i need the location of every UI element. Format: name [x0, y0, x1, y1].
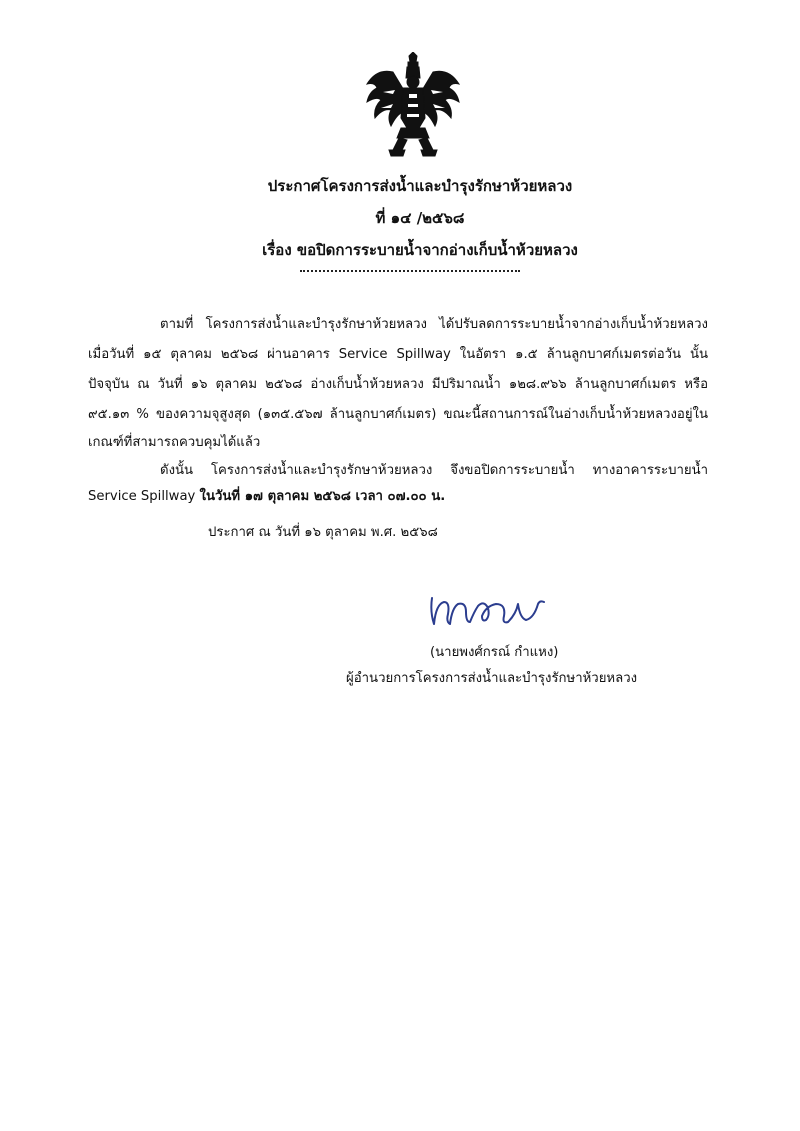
signature-image — [422, 590, 550, 632]
paragraph-2-line-1: ดังนั้น โครงการส่งน้ำและบำรุงรักษาห้วยหลวง จึงขอปิดการระบายน้ำ ทางอาคารระบายน้ำ — [160, 463, 708, 478]
announcement-date: ประกาศ ณ วันที่ ๑๖ ตุลาคม พ.ศ. ๒๕๖๘ — [208, 525, 438, 540]
signer-position: ผู้อำนวยการโครงการส่งน้ำและบำรุงรักษาห้วยหลวง — [346, 671, 638, 686]
title-divider — [300, 270, 520, 272]
paragraph-1-line-2: เมื่อวันที่ ๑๕ ตุลาคม ๒๕๖๘ ผ่านอาคาร Service Spillway ในอัตรา ๑.๕ ล้านลูกบาศก์เมตรต่อวัน นั้น — [88, 347, 708, 362]
closing-datetime: ในวันที่ ๑๗ ตุลาคม ๒๕๖๘ เวลา ๐๗.๐๐ น. — [199, 489, 446, 504]
paragraph-1-line-1: ตามที่ โครงการส่งน้ำและบำรุงรักษาห้วยหลวง ได้ปรับลดการระบายน้ำจากอ่างเก็บน้ำห้วยหลวง — [160, 317, 708, 332]
signer-name: (นายพงศ์กรณ์ กำแหง) — [430, 645, 559, 660]
announcement-number: ที่ ๑๔ /๒๕๖๘ — [375, 209, 465, 227]
garuda-emblem-icon — [363, 52, 463, 162]
paragraph-2-line-2 — [88, 488, 445, 506]
paragraph-1-line-5: เกณฑ์ที่สามารถควบคุมได้แล้ว — [88, 435, 261, 450]
paragraph-1-line-3: ปัจจุบัน ณ วันที่ ๑๖ ตุลาคม ๒๕๖๘ อ่างเก็บน้ำห้วยหลวง มีปริมาณน้ำ ๑๒๘.๙๖๖ ล้านลูกบาศก์เมตร หรือ — [88, 377, 708, 392]
paragraph-2-line-2-plain: Service Spillway — [88, 489, 200, 504]
announcement-subject: เรื่อง ขอปิดการระบายน้ำจากอ่างเก็บน้ำห้วยหลวง — [262, 241, 578, 259]
announcement-title: ประกาศโครงการส่งน้ำและบำรุงรักษาห้วยหลวง — [267, 177, 573, 195]
paragraph-1-line-4: ๙๕.๑๓ % ของความจุสูงสุด (๑๓๕.๕๖๗ ล้านลูกบาศก์เมตร) ขณะนี้สถานการณ์ในอ่างเก็บน้ำห้วยหลวงอยู่ใน — [88, 407, 708, 422]
